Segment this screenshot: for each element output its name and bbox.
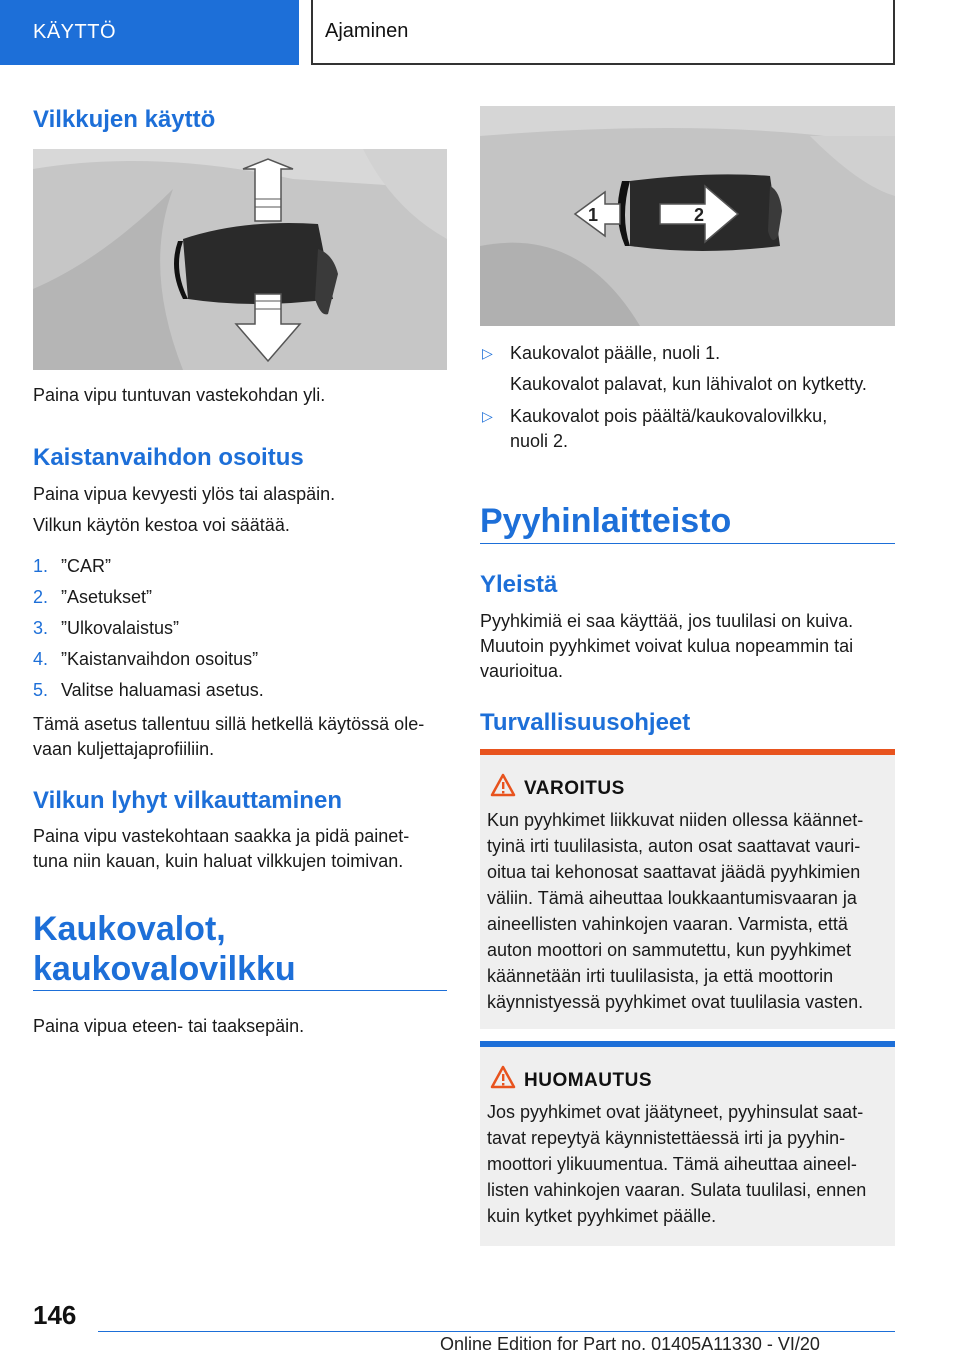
step-number: 3. <box>33 618 49 638</box>
stalk-photo-vertical <box>33 149 447 370</box>
warning-triangle-icon <box>490 773 516 797</box>
lane-text-1: Paina vipua kevyesti ylös tai alaspäin. <box>33 484 336 504</box>
heading-high-beam-1: Kaukovalot, <box>33 910 226 948</box>
notice-line: kuin kytket pyyhkimet päälle. <box>487 1206 717 1226</box>
bullet-2-text-1: Kaukovalot pois päältä/kaukovalovilkku, <box>510 406 828 426</box>
bullet-1-text: Kaukovalot päälle, nuoli 1. <box>510 343 721 363</box>
step-text: Valitse haluamasi asetus. <box>61 680 264 700</box>
heading-short-blink: Vilkun lyhyt vilkauttaminen <box>33 787 342 814</box>
stalk-photo-horizontal <box>480 106 895 326</box>
heading-rule <box>480 543 895 544</box>
notice-line: tavat repeytyä käynnistettäessä irti ja pyyhin- <box>487 1128 846 1148</box>
step-text: ”Asetukset” <box>61 587 153 607</box>
heading-safety: Turvallisuusohjeet <box>480 709 691 736</box>
stalk-illustration-horizontal <box>480 106 895 326</box>
warning-box <box>480 749 895 1029</box>
lane-text-2: Vilkun käytön kestoa voi säätää. <box>33 515 290 535</box>
footer-rule <box>98 1331 895 1332</box>
notice-title: HUOMAUTUS <box>524 1070 652 1091</box>
notice-triangle-icon <box>490 1065 516 1089</box>
warning-bar <box>480 749 895 755</box>
warning-line: auton moottori on sammutettu, kun pyyhkimet <box>487 940 852 960</box>
edition-footer[interactable]: Online Edition for Part no. 01405A11330 - VI/20 <box>440 1334 820 1354</box>
step-number: 1. <box>33 556 49 576</box>
chapter-title: Ajaminen <box>325 20 409 42</box>
heading-general: Yleistä <box>480 571 558 598</box>
warning-line: väliin. Tämä aiheuttaa loukkaantumisvaaran ja <box>487 888 857 908</box>
warning-title: VAROITUS <box>524 778 625 799</box>
chapter-tab[interactable] <box>311 0 895 65</box>
heading-lane-change: Kaistanvaihdon osoitus <box>33 444 304 471</box>
heading-high-beam-2: kaukovalovilkku <box>33 950 296 988</box>
warning-line: käynnistyessä pyyhkimet ovat tuulilasia vasten. <box>487 992 864 1012</box>
stalk-illustration-vertical <box>33 149 447 370</box>
section-tab[interactable] <box>0 0 299 65</box>
short-text-2: tuna niin kauan, kuin haluat vilkkujen toimivan. <box>33 851 404 871</box>
arrow-1-label: 1 <box>588 205 599 225</box>
high-beam-text: Paina vipua eteen- tai taaksepäin. <box>33 1016 305 1036</box>
general-text-3: vaurioitua. <box>480 661 564 681</box>
arrow-2-label: 2 <box>694 205 705 225</box>
step-number: 5. <box>33 680 49 700</box>
heading-blink: Vilkkujen käyttö <box>33 106 216 133</box>
bullet-1-subtext: Kaukovalot palavat, kun lähivalot on kytketty. <box>510 374 867 394</box>
short-text-1: Paina vipu vastekohtaan saakka ja pidä painet- <box>33 826 410 846</box>
step-text: ”Ulkovalaistus” <box>61 618 180 638</box>
warning-line: tyinä irti tuulilasista, auton osat saattavat vauri- <box>487 836 861 856</box>
warning-line: aineellisten vahinkojen vaaran. Varmista, että <box>487 914 848 934</box>
blink-text: Paina vipu tuntuvan vastekohdan yli. <box>33 385 326 405</box>
general-text-2: Muutoin pyyhkimet voivat kulua nopeammin tai <box>480 636 854 656</box>
step-text: ”Kaistanvaihdon osoitus” <box>61 649 259 669</box>
step-number: 2. <box>33 587 49 607</box>
bullet-icon: ▷ <box>482 345 493 361</box>
heading-rule <box>33 990 447 991</box>
notice-line: Jos pyyhkimet ovat jäätyneet, pyyhinsulat saat- <box>487 1102 864 1122</box>
step-number: 4. <box>33 649 49 669</box>
warning-line: Kun pyyhkimet liikkuvat niiden ollessa käännet- <box>487 810 864 830</box>
notice-line: moottori ylikuumentua. Tämä aiheuttaa aineel- <box>487 1154 857 1174</box>
notice-line: listen vahinkojen vaaran. Sulata tuulilasi, ennen <box>487 1180 867 1200</box>
bullet-2-text-2: nuoli 2. <box>510 431 569 451</box>
step-text: ”CAR” <box>61 556 111 576</box>
save-text-2: vaan kuljettajaprofiiliin. <box>33 739 215 759</box>
bullet-icon: ▷ <box>482 408 493 424</box>
warning-line: oitua tai kehonosat saattavat jäädä pyyhkimien <box>487 862 861 882</box>
section-title: KÄYTTÖ <box>33 21 117 43</box>
page-number: 146 <box>33 1300 77 1330</box>
notice-box <box>480 1041 895 1246</box>
notice-bar <box>480 1041 895 1047</box>
save-text-1: Tämä asetus tallentuu sillä hetkellä käytössä ole- <box>33 714 425 734</box>
heading-wipers: Pyyhinlaitteisto <box>480 502 732 540</box>
general-text-1: Pyyhkimiä ei saa käyttää, jos tuulilasi on kuiva. <box>480 611 854 631</box>
warning-line: käännetään irti tuulilasista, ja että moottorin <box>487 966 834 986</box>
